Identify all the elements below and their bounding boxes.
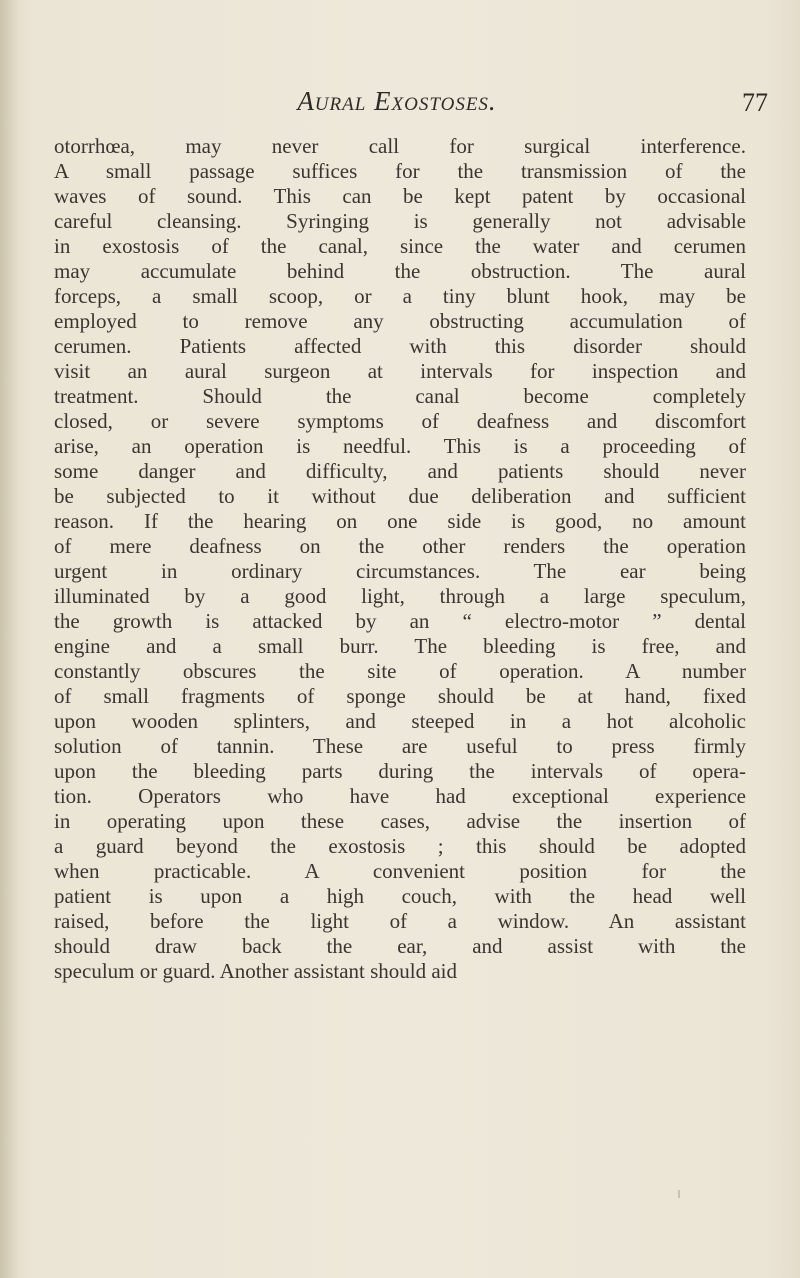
text-line: in exostosis of the canal, since the water and cerumen (54, 234, 746, 258)
text-line: raised, before the light of a window. An assistant (54, 909, 746, 933)
text-line: A small passage suffices for the transmission of the (54, 159, 746, 183)
text-line: illuminated by a good light, through a large speculum, (54, 584, 746, 608)
text-line: patient is upon a high couch, with the head well (54, 884, 746, 908)
page-number: 77 (742, 88, 768, 117)
text-line: employed to remove any obstructing accumulation of (54, 309, 746, 333)
running-title: Aural Exostoses. (297, 86, 497, 116)
text-line: should draw back the ear, and assist with the (54, 934, 746, 958)
text-line: a guard beyond the exostosis ; this should be adopted (54, 834, 746, 858)
spine-shadow (0, 0, 18, 1278)
text-line: may accumulate behind the obstruction. The aural (54, 259, 746, 283)
text-line: cerumen. Patients affected with this disorder should (54, 334, 746, 358)
text-line: urgent in ordinary circumstances. The ear being (54, 559, 746, 583)
text-line: engine and a small burr. The bleeding is free, and (54, 634, 746, 658)
text-line: otorrhœa, may never call for surgical interference. (54, 134, 746, 158)
text-line: upon wooden splinters, and steeped in a hot alcoholic (54, 709, 746, 733)
text-line: treatment. Should the canal become completely (54, 384, 746, 408)
text-line: closed, or severe symptoms of deafness and discomfort (54, 409, 746, 433)
text-line: constantly obscures the site of operation. A number (54, 659, 746, 683)
text-line: some danger and difficulty, and patients should never (54, 459, 746, 483)
text-line: in operating upon these cases, advise the insertion of (54, 809, 746, 833)
text-line: waves of sound. This can be kept patent by occasional (54, 184, 746, 208)
text-line: reason. If the hearing on one side is good, no amount (54, 509, 746, 533)
text-line: careful cleansing. Syringing is generally not advisable (54, 209, 746, 233)
text-line: the growth is attacked by an “ electro-motor ” dental (54, 609, 746, 633)
text-line: speculum or guard. Another assistant should aid (54, 959, 458, 983)
text-line: of mere deafness on the other renders the operation (54, 534, 746, 558)
text-line: when practicable. A convenient position for the (54, 859, 746, 883)
text-line: forceps, a small scoop, or a tiny blunt hook, may be (54, 284, 746, 308)
body-text (54, 134, 746, 984)
text-line: tion. Operators who have had exceptional experience (54, 784, 746, 808)
text-line: of small fragments of sponge should be at hand, fixed (54, 684, 746, 708)
text-line: be subjected to it without due deliberation and sufficient (54, 484, 746, 508)
paper-speck (678, 1190, 680, 1198)
text-line: visit an aural surgeon at intervals for inspection and (54, 359, 746, 383)
text-line: solution of tannin. These are useful to press firmly (54, 734, 746, 758)
text-line: upon the bleeding parts during the intervals of opera- (54, 759, 746, 783)
text-line: arise, an operation is needful. This is a proceeding of (54, 434, 746, 458)
